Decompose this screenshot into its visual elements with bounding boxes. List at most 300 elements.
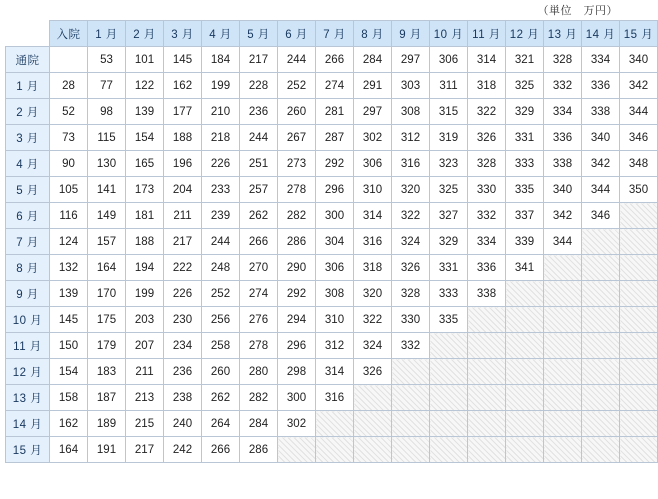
table-cell [544, 333, 582, 359]
table-cell: 52 [50, 99, 88, 125]
table-cell: 226 [164, 281, 202, 307]
table-cell: 141 [88, 177, 126, 203]
table-cell [50, 47, 88, 73]
table-cell: 296 [278, 333, 316, 359]
table-cell: 292 [316, 151, 354, 177]
table-cell: 122 [126, 73, 164, 99]
table-cell: 330 [392, 307, 430, 333]
table-cell [620, 255, 658, 281]
header-row [6, 21, 658, 47]
table-row [6, 177, 658, 203]
table-cell: 329 [430, 229, 468, 255]
table-cell: 157 [88, 229, 126, 255]
table-cell: 332 [392, 333, 430, 359]
table-cell [392, 385, 430, 411]
table-cell: 338 [544, 151, 582, 177]
table-row [6, 281, 658, 307]
table-cell: 322 [392, 203, 430, 229]
table-cell: 53 [88, 47, 126, 73]
table-cell: 282 [278, 203, 316, 229]
table-cell: 266 [316, 47, 354, 73]
column-header: 14 月 [582, 21, 620, 47]
table-cell [544, 307, 582, 333]
table-cell: 314 [316, 359, 354, 385]
row-header: 15 月 [6, 437, 50, 463]
table-cell: 330 [468, 177, 506, 203]
table-cell: 320 [354, 281, 392, 307]
column-header: 6 月 [278, 21, 316, 47]
table-cell [316, 437, 354, 463]
table-cell: 306 [354, 151, 392, 177]
column-header: 11 月 [468, 21, 506, 47]
table-cell: 336 [582, 73, 620, 99]
table-cell: 337 [506, 203, 544, 229]
table-cell: 340 [544, 177, 582, 203]
table-cell [620, 307, 658, 333]
table-cell: 105 [50, 177, 88, 203]
table-cell: 262 [240, 203, 278, 229]
table-cell: 238 [164, 385, 202, 411]
table-header [6, 21, 658, 47]
column-header: 12 月 [506, 21, 544, 47]
table-cell: 342 [620, 73, 658, 99]
table-cell [430, 333, 468, 359]
table-cell: 341 [506, 255, 544, 281]
table-cell: 230 [164, 307, 202, 333]
row-header: 通院 [6, 47, 50, 73]
table-cell: 312 [316, 333, 354, 359]
table-cell [620, 203, 658, 229]
table-cell: 115 [88, 125, 126, 151]
table-cell: 252 [202, 281, 240, 307]
table-cell [544, 411, 582, 437]
table-cell: 251 [240, 151, 278, 177]
table-cell: 204 [164, 177, 202, 203]
table-cell: 222 [164, 255, 202, 281]
column-header: 2 月 [126, 21, 164, 47]
table-cell: 217 [240, 47, 278, 73]
table-cell [392, 411, 430, 437]
row-header: 5 月 [6, 177, 50, 203]
table-cell [430, 411, 468, 437]
table-cell: 266 [202, 437, 240, 463]
table-cell: 181 [126, 203, 164, 229]
table-cell: 342 [582, 151, 620, 177]
table-cell: 281 [316, 99, 354, 125]
table-cell: 175 [88, 307, 126, 333]
table-cell: 294 [278, 307, 316, 333]
table-cell: 334 [468, 229, 506, 255]
table-cell: 344 [544, 229, 582, 255]
column-header: 5 月 [240, 21, 278, 47]
table-cell: 297 [392, 47, 430, 73]
table-cell: 282 [240, 385, 278, 411]
row-header: 9 月 [6, 281, 50, 307]
table-cell: 326 [392, 255, 430, 281]
table-row [6, 203, 658, 229]
table-cell: 331 [430, 255, 468, 281]
table-cell [620, 359, 658, 385]
table-cell: 256 [202, 307, 240, 333]
table-cell: 162 [164, 73, 202, 99]
table-cell: 306 [316, 255, 354, 281]
table-cell: 329 [506, 99, 544, 125]
table-cell: 319 [430, 125, 468, 151]
row-header: 4 月 [6, 151, 50, 177]
table-row [6, 437, 658, 463]
table-cell: 346 [582, 203, 620, 229]
row-header: 11 月 [6, 333, 50, 359]
table-cell: 344 [582, 177, 620, 203]
table-cell [506, 307, 544, 333]
table-cell [392, 359, 430, 385]
table-cell: 320 [392, 177, 430, 203]
table-cell [582, 229, 620, 255]
table-cell [506, 411, 544, 437]
table-cell: 262 [202, 385, 240, 411]
table-cell [354, 385, 392, 411]
table-cell: 332 [544, 73, 582, 99]
table-cell [582, 281, 620, 307]
table-cell: 236 [164, 359, 202, 385]
table-cell: 162 [50, 411, 88, 437]
table-cell: 244 [278, 47, 316, 73]
table-cell: 328 [468, 151, 506, 177]
table-cell: 350 [620, 177, 658, 203]
table-cell [582, 307, 620, 333]
table-cell [468, 385, 506, 411]
table-cell [506, 281, 544, 307]
table-cell: 177 [164, 99, 202, 125]
table-cell: 315 [430, 99, 468, 125]
table-cell: 242 [164, 437, 202, 463]
table-cell: 316 [392, 151, 430, 177]
table-cell: 210 [202, 99, 240, 125]
table-cell: 336 [468, 255, 506, 281]
table-cell: 273 [278, 151, 316, 177]
table-cell: 308 [392, 99, 430, 125]
table-cell: 342 [544, 203, 582, 229]
table-cell [316, 411, 354, 437]
table-cell: 339 [506, 229, 544, 255]
table-cell: 165 [126, 151, 164, 177]
row-header: 2 月 [6, 99, 50, 125]
table-cell: 324 [354, 333, 392, 359]
table-cell: 170 [88, 281, 126, 307]
table-cell: 257 [240, 177, 278, 203]
table-row [6, 47, 658, 73]
table-cell: 90 [50, 151, 88, 177]
table-cell [392, 437, 430, 463]
table-cell: 334 [544, 99, 582, 125]
table-cell: 300 [278, 385, 316, 411]
table-cell [468, 307, 506, 333]
table-cell: 348 [620, 151, 658, 177]
table-cell: 226 [202, 151, 240, 177]
table-cell: 183 [88, 359, 126, 385]
table-cell: 179 [88, 333, 126, 359]
table-cell [582, 359, 620, 385]
table-cell: 188 [126, 229, 164, 255]
table-cell: 188 [164, 125, 202, 151]
table-cell: 264 [202, 411, 240, 437]
table-cell: 116 [50, 203, 88, 229]
table-cell [582, 437, 620, 463]
table-cell [278, 437, 316, 463]
column-header: 1 月 [88, 21, 126, 47]
table-cell [468, 437, 506, 463]
table-cell: 267 [278, 125, 316, 151]
compensation-matrix-table [5, 20, 658, 463]
table-cell: 325 [430, 177, 468, 203]
table-cell [620, 385, 658, 411]
table-cell: 338 [468, 281, 506, 307]
compensation-table-container [5, 20, 654, 463]
table-cell: 244 [240, 125, 278, 151]
table-cell: 217 [126, 437, 164, 463]
table-cell: 233 [202, 177, 240, 203]
table-cell: 258 [202, 333, 240, 359]
column-header: 15 月 [620, 21, 658, 47]
table-cell [506, 333, 544, 359]
table-cell: 326 [354, 359, 392, 385]
table-cell: 207 [126, 333, 164, 359]
table-cell: 327 [430, 203, 468, 229]
table-cell: 184 [202, 47, 240, 73]
row-header: 12 月 [6, 359, 50, 385]
row-header: 7 月 [6, 229, 50, 255]
table-row [6, 151, 658, 177]
table-cell: 228 [240, 73, 278, 99]
column-header: 入院 [50, 21, 88, 47]
table-cell [620, 411, 658, 437]
table-cell: 333 [506, 151, 544, 177]
table-cell: 189 [88, 411, 126, 437]
table-cell: 196 [164, 151, 202, 177]
row-header: 8 月 [6, 255, 50, 281]
table-cell: 278 [240, 333, 278, 359]
column-header: 8 月 [354, 21, 392, 47]
table-cell [544, 437, 582, 463]
table-cell: 213 [126, 385, 164, 411]
table-cell: 340 [620, 47, 658, 73]
table-cell [582, 385, 620, 411]
table-cell: 291 [354, 73, 392, 99]
table-cell: 308 [316, 281, 354, 307]
table-cell: 187 [88, 385, 126, 411]
table-cell: 290 [278, 255, 316, 281]
table-body [6, 47, 658, 463]
table-cell: 335 [430, 307, 468, 333]
table-row [6, 229, 658, 255]
table-cell: 252 [278, 73, 316, 99]
table-cell [620, 229, 658, 255]
table-cell: 286 [278, 229, 316, 255]
table-cell: 335 [506, 177, 544, 203]
table-cell: 164 [50, 437, 88, 463]
table-cell: 260 [202, 359, 240, 385]
table-cell: 306 [430, 47, 468, 73]
table-cell: 217 [164, 229, 202, 255]
table-cell [430, 385, 468, 411]
table-cell: 284 [354, 47, 392, 73]
table-cell: 139 [50, 281, 88, 307]
table-cell: 236 [240, 99, 278, 125]
table-cell: 101 [126, 47, 164, 73]
column-header: 4 月 [202, 21, 240, 47]
table-cell: 310 [354, 177, 392, 203]
table-cell: 336 [544, 125, 582, 151]
table-cell [582, 333, 620, 359]
table-cell: 28 [50, 73, 88, 99]
table-cell: 278 [278, 177, 316, 203]
table-cell: 316 [354, 229, 392, 255]
table-cell: 73 [50, 125, 88, 151]
table-cell: 322 [354, 307, 392, 333]
column-header: 3 月 [164, 21, 202, 47]
table-row [6, 411, 658, 437]
table-cell: 314 [354, 203, 392, 229]
table-cell: 328 [392, 281, 430, 307]
row-header: 13 月 [6, 385, 50, 411]
table-cell: 234 [164, 333, 202, 359]
table-cell: 333 [430, 281, 468, 307]
row-header: 14 月 [6, 411, 50, 437]
table-cell [506, 437, 544, 463]
table-cell: 150 [50, 333, 88, 359]
table-cell: 332 [468, 203, 506, 229]
table-cell [544, 359, 582, 385]
table-row [6, 333, 658, 359]
table-cell [582, 411, 620, 437]
table-cell: 266 [240, 229, 278, 255]
table-cell [544, 255, 582, 281]
table-cell: 215 [126, 411, 164, 437]
table-cell: 199 [202, 73, 240, 99]
table-cell: 154 [50, 359, 88, 385]
table-cell: 331 [506, 125, 544, 151]
column-header: 13 月 [544, 21, 582, 47]
table-cell: 149 [88, 203, 126, 229]
table-cell: 145 [164, 47, 202, 73]
table-cell: 316 [316, 385, 354, 411]
table-cell: 324 [392, 229, 430, 255]
table-cell [544, 281, 582, 307]
table-cell: 274 [316, 73, 354, 99]
table-cell [506, 385, 544, 411]
row-header: 1 月 [6, 73, 50, 99]
table-cell: 302 [278, 411, 316, 437]
column-header: 10 月 [430, 21, 468, 47]
table-cell [354, 411, 392, 437]
table-cell: 154 [126, 125, 164, 151]
table-cell: 304 [316, 229, 354, 255]
table-cell: 310 [316, 307, 354, 333]
table-cell: 132 [50, 255, 88, 281]
table-cell [354, 437, 392, 463]
table-cell: 191 [88, 437, 126, 463]
table-cell: 297 [354, 99, 392, 125]
column-header: 9 月 [392, 21, 430, 47]
table-cell: 346 [620, 125, 658, 151]
table-cell: 199 [126, 281, 164, 307]
table-cell: 311 [430, 73, 468, 99]
table-cell [620, 281, 658, 307]
table-cell [620, 437, 658, 463]
table-cell [582, 255, 620, 281]
table-cell: 248 [202, 255, 240, 281]
table-cell [468, 411, 506, 437]
table-cell: 318 [354, 255, 392, 281]
table-cell [544, 385, 582, 411]
table-row [6, 73, 658, 99]
table-cell: 312 [392, 125, 430, 151]
table-cell: 302 [354, 125, 392, 151]
table-cell: 284 [240, 411, 278, 437]
table-cell: 280 [240, 359, 278, 385]
table-cell: 240 [164, 411, 202, 437]
table-cell [468, 359, 506, 385]
table-cell [468, 333, 506, 359]
table-corner-cell [6, 21, 50, 47]
table-cell: 286 [240, 437, 278, 463]
table-cell [430, 359, 468, 385]
table-cell: 328 [544, 47, 582, 73]
table-cell: 326 [468, 125, 506, 151]
table-cell: 314 [468, 47, 506, 73]
table-cell: 325 [506, 73, 544, 99]
table-cell: 270 [240, 255, 278, 281]
table-cell: 274 [240, 281, 278, 307]
row-header: 10 月 [6, 307, 50, 333]
table-cell: 344 [620, 99, 658, 125]
table-cell [620, 333, 658, 359]
table-cell: 218 [202, 125, 240, 151]
table-cell [430, 437, 468, 463]
row-header: 6 月 [6, 203, 50, 229]
table-cell: 321 [506, 47, 544, 73]
table-row [6, 385, 658, 411]
table-cell: 98 [88, 99, 126, 125]
table-cell: 164 [88, 255, 126, 281]
table-cell: 203 [126, 307, 164, 333]
table-row [6, 125, 658, 151]
table-cell: 298 [278, 359, 316, 385]
table-cell: 194 [126, 255, 164, 281]
table-cell: 130 [88, 151, 126, 177]
table-cell: 323 [430, 151, 468, 177]
table-cell: 303 [392, 73, 430, 99]
table-cell: 139 [126, 99, 164, 125]
table-cell: 300 [316, 203, 354, 229]
table-cell: 292 [278, 281, 316, 307]
table-cell: 340 [582, 125, 620, 151]
table-cell [506, 359, 544, 385]
table-cell: 338 [582, 99, 620, 125]
table-row [6, 255, 658, 281]
table-cell: 296 [316, 177, 354, 203]
table-cell: 287 [316, 125, 354, 151]
table-cell: 322 [468, 99, 506, 125]
table-cell: 211 [126, 359, 164, 385]
table-cell: 334 [582, 47, 620, 73]
table-cell: 124 [50, 229, 88, 255]
table-cell: 244 [202, 229, 240, 255]
table-cell: 158 [50, 385, 88, 411]
table-row [6, 359, 658, 385]
table-cell: 260 [278, 99, 316, 125]
table-cell: 173 [126, 177, 164, 203]
